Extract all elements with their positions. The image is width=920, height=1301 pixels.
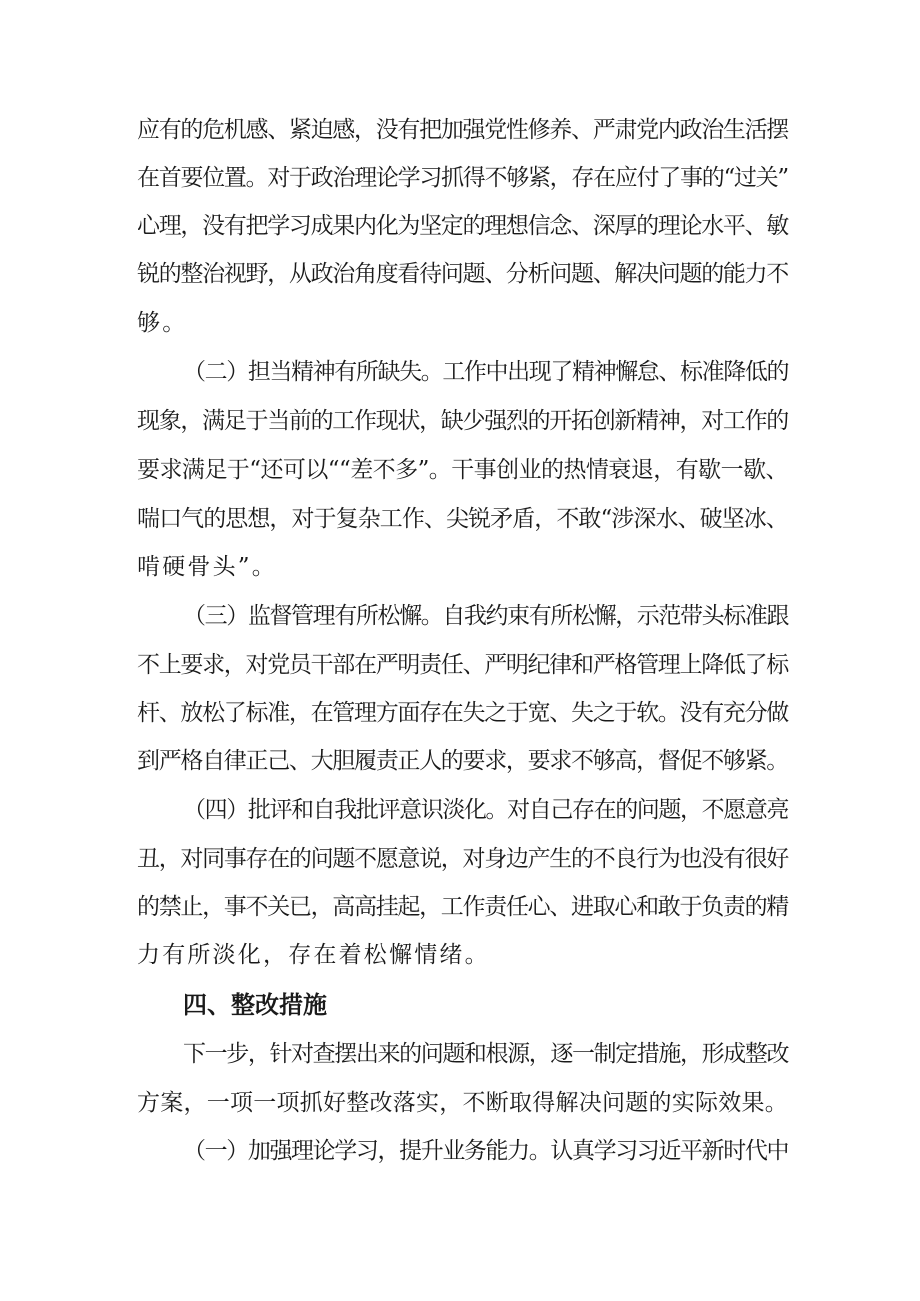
- paragraph-1-line: 心理，没有把学习成果内化为坚定的理想信念、深厚的理论水平、敏: [137, 213, 789, 239]
- paragraph-1-line: 应有的危机感、紧迫感，没有把加强党性修养、严肃党内政治生活摆: [137, 117, 789, 143]
- paragraph-1-line: 在首要位置。对于政治理论学习抓得不够紧，存在应付了事的“过关”: [137, 165, 788, 191]
- paragraph-6-line: （一）加强理论学习，提升业务能力。认真学习习近平新时代中: [183, 1138, 789, 1164]
- paragraph-4-line: 丑，对同事存在的问题不愿意说，对身边产生的不良行为也没有很好: [137, 846, 789, 872]
- paragraph-1-line: 够。: [137, 310, 188, 336]
- paragraph-4-line: （四）批评和自我批评意识淡化。对自己存在的问题，不愿意亮: [183, 797, 789, 823]
- paragraph-4-line: 力有所淡化，存在着松懈情绪。: [137, 942, 490, 968]
- paragraph-3-line: （三）监督管理有所松懈。自我约束有所松懈，示范带头标准跟: [183, 603, 789, 629]
- paragraph-2-line: 喘口气的思想，对于复杂工作、尖锐矛盾，不敢“涉深水、破坚冰、: [137, 506, 788, 532]
- paragraph-3-line: 杆、放松了标准，在管理方面存在失之于宽、失之于软。没有充分做: [137, 700, 789, 726]
- paragraph-3-line: 到严格自律正己、大胆履责正人的要求，要求不够高，督促不够紧。: [137, 748, 789, 774]
- paragraph-5-line: 方案，一项一项抓好整改落实，不断取得解决问题的实际效果。: [137, 1090, 788, 1116]
- paragraph-5-line: 下一步，针对查摆出来的问题和根源，逐一制定措施，形成整改: [183, 1041, 789, 1067]
- paragraph-2-line: 要求满足于“还可以““差不多”。干事创业的热情衰退，有歇一歇、: [137, 457, 788, 483]
- paragraph-2-line: 现象，满足于当前的工作现状，缺少强烈的开拓创新精神，对工作的: [137, 408, 789, 434]
- paragraph-2-line: （二）担当精神有所缺失。工作中出现了精神懈怠、标准降低的: [183, 359, 789, 385]
- paragraph-3-line: 不上要求，对党员干部在严明责任、严明纪律和严格管理上降低了标: [137, 652, 789, 678]
- paragraph-1-line: 锐的整治视野，从政治角度看待问题、分析问题、解决问题的能力不: [137, 261, 789, 287]
- section-heading: 四、整改措施: [183, 991, 327, 1019]
- paragraph-2-line: 啃硬骨头”。: [137, 554, 277, 580]
- paragraph-4-line: 的禁止，事不关已，高高挂起，工作责任心、进取心和敢于负责的精: [137, 894, 789, 920]
